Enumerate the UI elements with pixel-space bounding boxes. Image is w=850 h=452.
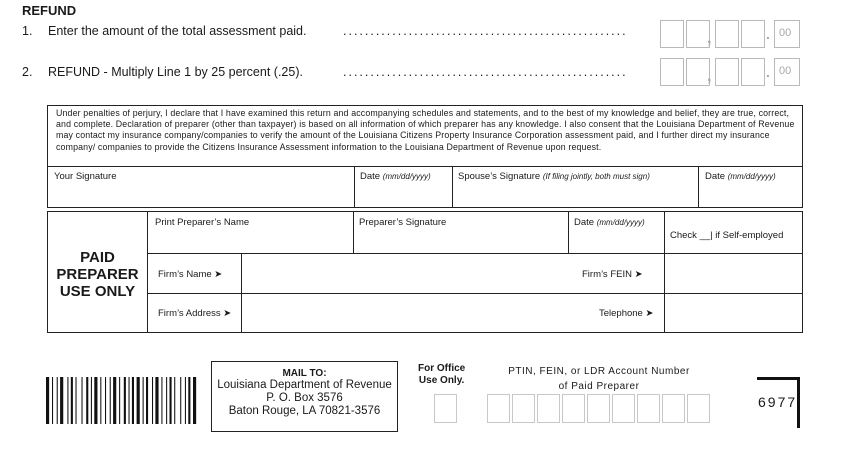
line-2-decimal-point: . [766, 64, 770, 80]
date-label-text: Date [360, 171, 381, 182]
ptin-label-line: PTIN, FEIN, or LDR Account Number [508, 366, 690, 377]
divider [452, 166, 453, 207]
your-signature-field[interactable] [49, 181, 352, 206]
spouse-signature-text: Spouse’s Signature [458, 171, 541, 182]
line-1-label: Enter the amount of the total assessment paid. [48, 24, 307, 38]
date-format: (mm/dd/yyyy) [382, 172, 431, 181]
paid-preparer-title-line: USE ONLY [59, 283, 136, 300]
preparer-date-field[interactable] [570, 229, 662, 251]
your-signature-label: Your Signature [54, 171, 117, 182]
divider [353, 212, 354, 253]
mail-to-box [211, 361, 398, 432]
self-employed-checkbox[interactable]: Check __| if Self-employed [670, 230, 784, 241]
telephone-field[interactable] [666, 295, 800, 331]
line-2-number: 2. [22, 65, 33, 79]
office-use-line: For Office [418, 363, 466, 374]
line-1-digit-box[interactable] [715, 20, 739, 48]
paid-preparer-title-line: PREPARER [56, 266, 139, 283]
paid-preparer-label-panel [48, 212, 148, 332]
date-field[interactable] [356, 181, 450, 206]
divider [568, 212, 569, 253]
spouse-signature-field[interactable] [454, 181, 696, 206]
divider [698, 166, 699, 207]
divider [147, 293, 802, 294]
line-1-digit-box[interactable] [741, 20, 765, 48]
divider [664, 212, 665, 332]
office-use-label [418, 363, 465, 387]
firm-name-label: Firm’s Name ➤ [158, 269, 223, 280]
declaration-section [47, 105, 803, 208]
line-1-cents: 00 [779, 27, 792, 39]
line-2-leader-dots: .................................................... [343, 65, 628, 79]
ptin-digit-box[interactable] [562, 394, 585, 423]
firm-fein-label: Firm’s FEIN ➤ [582, 269, 643, 280]
line-2-label: REFUND - Multiply Line 1 by 25 percent (.25). [48, 65, 303, 79]
line-2-cents: 00 [779, 65, 792, 77]
ptin-label [499, 364, 699, 394]
divider [354, 166, 355, 207]
mail-address-line: Louisiana Department of Revenue [217, 379, 392, 391]
firm-fein-field[interactable] [666, 255, 800, 291]
spouse-signature-note: (If filing jointly, both must sign) [542, 172, 650, 181]
line-1-decimal-point: . [766, 26, 770, 42]
ptin-digit-box[interactable] [687, 394, 710, 423]
mail-address-line: P. O. Box 3576 [266, 392, 343, 404]
ptin-digit-box[interactable] [612, 394, 635, 423]
divider [48, 166, 802, 167]
ptin-digit-box[interactable] [512, 394, 535, 423]
paid-preparer-section [47, 211, 803, 333]
line-2-digit-box[interactable] [660, 58, 684, 86]
declaration-text: Under penalties of perjury, I declare that I have examined this return and accompanying schedules and statements, and to the best of my knowledge and belief, they are true, correct, and complete. Declaration of preparer (other than taxpayer) is based on all information of which preparer has any knowledge. I also consent that the Louisiana Department of Revenue may contact my insurance company/companies to verify the amount of the Louisiana Citizens Property Insurance Corporation assessment paid, and I further direct my insurance company/ companies to provide the Citizens Insurance Assessment information to the Louisiana Department of Revenue upon request. [56, 108, 795, 152]
ptin-digit-box[interactable] [662, 394, 685, 423]
ptin-digit-box[interactable] [487, 394, 510, 423]
office-use-box[interactable] [434, 394, 457, 423]
ptin-digit-box[interactable] [537, 394, 560, 423]
line-1-leader-dots: .................................................... [343, 24, 628, 38]
divider [241, 253, 242, 332]
mail-to-heading: MAIL TO: [282, 368, 327, 379]
ptin-digit-box[interactable] [587, 394, 610, 423]
mail-address-line: Baton Rouge, LA 70821-3576 [228, 405, 381, 417]
barcode-image [46, 377, 211, 424]
office-use-line: Use Only. [418, 375, 465, 386]
line-1-comma: , [707, 30, 712, 47]
preparer-signature-field[interactable] [355, 229, 566, 251]
print-preparer-name-field[interactable] [149, 229, 351, 251]
line-2-digit-box[interactable] [741, 58, 765, 86]
paid-preparer-title-line: PAID [80, 249, 115, 266]
line-1-digit-box[interactable] [660, 20, 684, 48]
preparer-date-label [574, 217, 645, 228]
firm-address-label: Firm’s Address ➤ [158, 308, 232, 319]
spouse-date-format: (mm/dd/yyyy) [727, 172, 776, 181]
paid-preparer-title [48, 249, 147, 300]
divider [147, 253, 802, 254]
preparer-date-format: (mm/dd/yyyy) [596, 218, 645, 227]
spouse-date-field[interactable] [700, 181, 800, 206]
preparer-signature-label: Preparer’s Signature [359, 217, 447, 228]
line-2-comma: , [707, 68, 712, 85]
ptin-label-line: of Paid Preparer [558, 381, 640, 392]
refund-heading: REFUND [22, 3, 77, 18]
telephone-label: Telephone ➤ [599, 308, 654, 319]
line-2-digit-box[interactable] [715, 58, 739, 86]
print-preparer-name-label: Print Preparer’s Name [155, 217, 250, 228]
form-number: 6977 [758, 394, 798, 410]
preparer-date-label-text: Date [574, 217, 595, 228]
ptin-digit-box[interactable] [637, 394, 660, 423]
spouse-date-label-text: Date [705, 171, 726, 182]
line-1-number: 1. [22, 24, 33, 38]
